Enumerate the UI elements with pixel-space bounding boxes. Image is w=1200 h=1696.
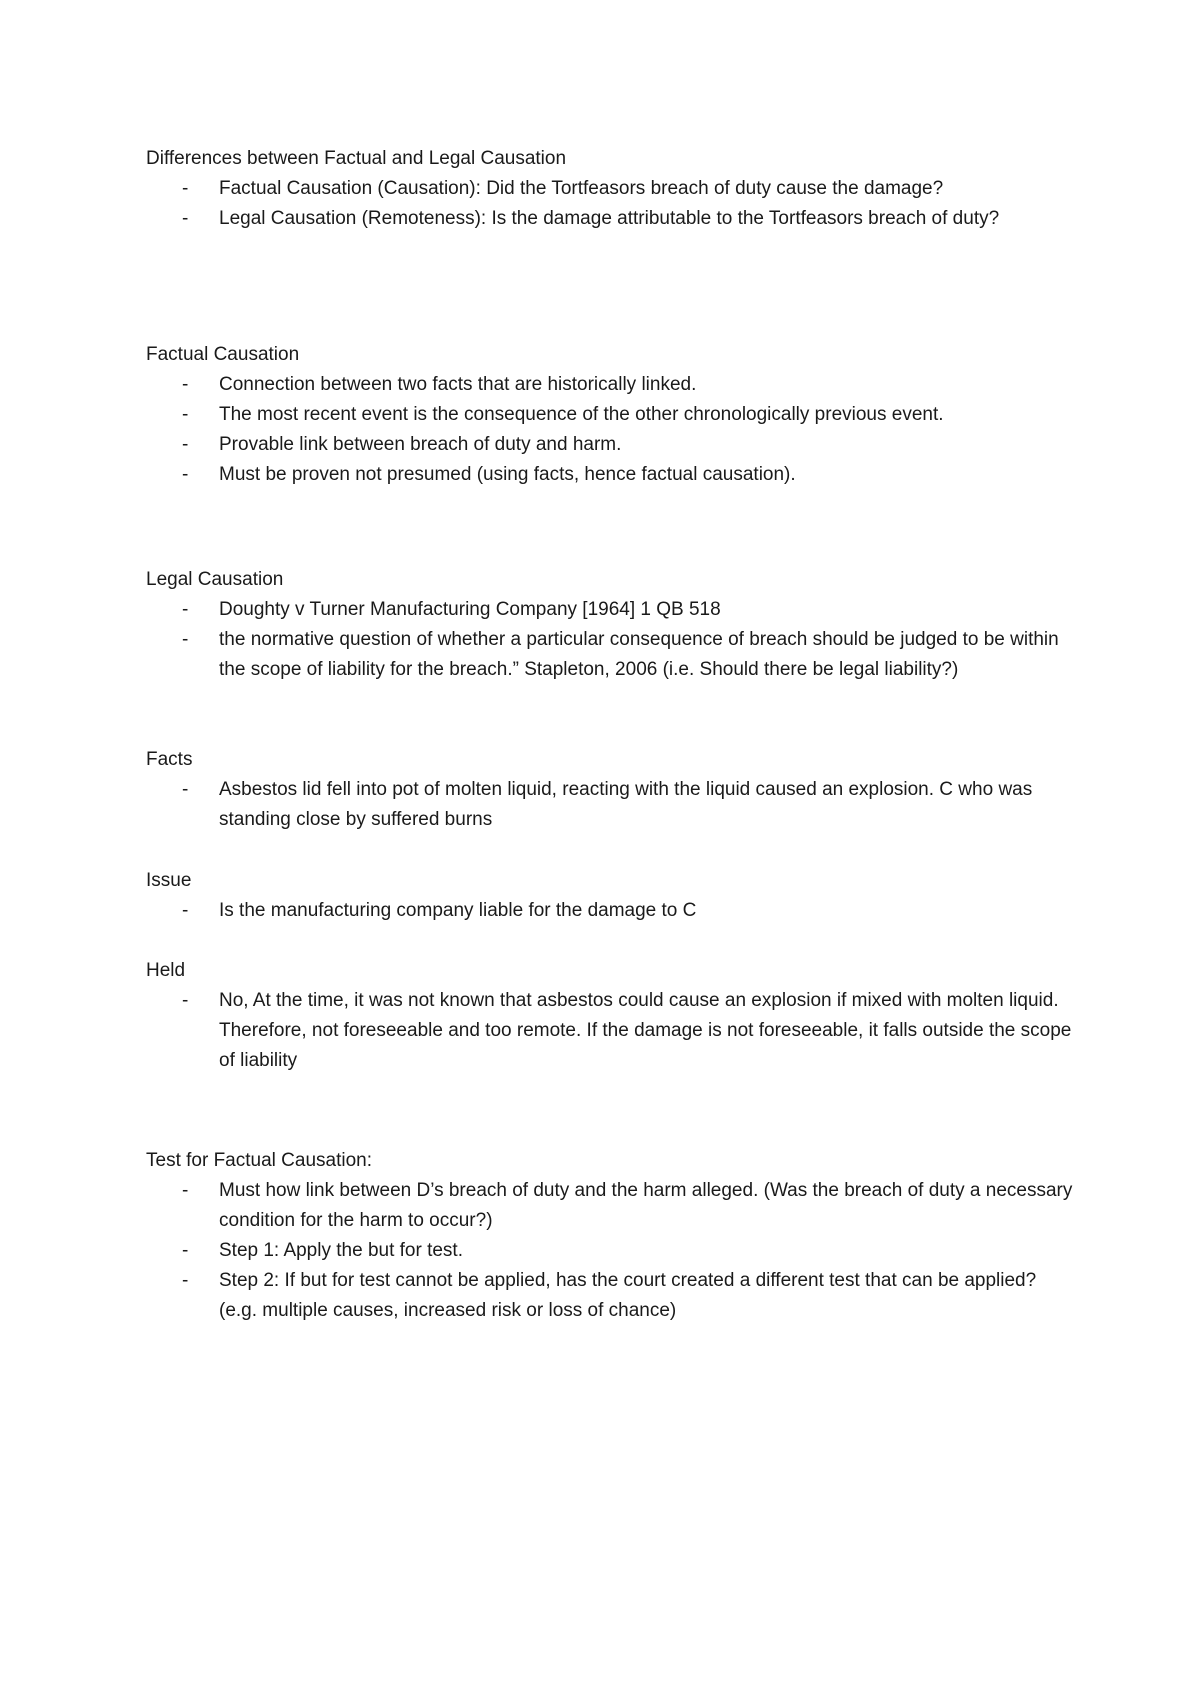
item-text: No, At the time, it was not known that asbestos could cause an explosion if mixed with molten liquid. Therefore, not foreseeable and too remote. If the damage is not foreseeable, it falls outside the scope of liability xyxy=(219,990,1072,1071)
list-item xyxy=(146,896,1076,926)
section-issue xyxy=(146,866,1076,926)
dash-bullet: - xyxy=(182,599,189,620)
heading-factual-causation: Factual Causation xyxy=(146,344,300,365)
list-item xyxy=(146,1236,1076,1266)
dash-bullet: - xyxy=(182,178,189,199)
item-text: Doughty v Turner Manufacturing Company [1964] 1 QB 518 xyxy=(219,599,721,620)
item-text: Asbestos lid fell into pot of molten liquid, reacting with the liquid caused an explosion. C who was standing close by suffered burns xyxy=(219,779,1033,830)
list-item xyxy=(146,430,1076,460)
item-text: Step 2: If but for test cannot be applied, has the court created a different test that can be applied? (e.g. multiple causes, increased risk or loss of chance) xyxy=(219,1270,1037,1321)
dash-bullet: - xyxy=(182,208,189,229)
section-legal-causation xyxy=(146,565,1076,685)
list-item xyxy=(146,400,1076,430)
item-text: Factual Causation (Causation): Did the Tortfeasors breach of duty cause the damage? xyxy=(219,178,944,199)
dash-bullet: - xyxy=(182,1240,189,1261)
list-test-factual-causation xyxy=(146,1176,1076,1326)
list-issue xyxy=(146,896,1076,926)
item-text: Must be proven not presumed (using facts, hence factual causation). xyxy=(219,464,796,485)
item-text: Provable link between breach of duty and harm. xyxy=(219,434,622,455)
section-facts xyxy=(146,745,1076,835)
dash-bullet: - xyxy=(182,434,189,455)
item-text: Must how link between D’s breach of duty and the harm alleged. (Was the breach of duty a necessary condition for the harm to occur?) xyxy=(219,1180,1073,1231)
dash-bullet: - xyxy=(182,779,189,800)
list-item xyxy=(146,370,1076,400)
heading-differences: Differences between Factual and Legal Causation xyxy=(146,148,567,169)
list-held xyxy=(146,986,1076,1076)
list-item xyxy=(146,204,1076,234)
dash-bullet: - xyxy=(182,464,189,485)
section-held xyxy=(146,956,1076,1076)
heading-issue: Issue xyxy=(146,870,192,891)
dash-bullet: - xyxy=(182,990,189,1011)
dash-bullet: - xyxy=(182,629,189,650)
list-item xyxy=(146,174,1076,204)
section-test-factual-causation xyxy=(146,1146,1076,1326)
dash-bullet: - xyxy=(182,374,189,395)
section-factual-causation xyxy=(146,340,1076,490)
dash-bullet: - xyxy=(182,900,189,921)
item-text: Is the manufacturing company liable for the damage to C xyxy=(219,900,697,921)
list-item xyxy=(146,986,1076,1076)
item-text: Step 1: Apply the but for test. xyxy=(219,1240,463,1261)
list-item xyxy=(146,625,1076,685)
item-text: the normative question of whether a particular consequence of breach should be judged to be within the scope of liability for the breach.” Stapleton, 2006 (i.e. Should there be legal liability?) xyxy=(219,629,1059,680)
dash-bullet: - xyxy=(182,1270,189,1291)
list-factual-causation xyxy=(146,370,1076,490)
list-legal-causation xyxy=(146,595,1076,685)
item-text: Connection between two facts that are historically linked. xyxy=(219,374,697,395)
list-item xyxy=(146,1176,1076,1236)
dash-bullet: - xyxy=(182,1180,189,1201)
heading-legal-causation: Legal Causation xyxy=(146,569,284,590)
heading-test-factual-causation: Test for Factual Causation: xyxy=(146,1150,372,1171)
item-text: Legal Causation (Remoteness): Is the damage attributable to the Tortfeasors breach of duty? xyxy=(219,208,1000,229)
list-item xyxy=(146,1266,1076,1326)
heading-facts: Facts xyxy=(146,749,193,770)
section-differences xyxy=(146,144,1076,234)
list-facts xyxy=(146,775,1076,835)
list-item xyxy=(146,595,1076,625)
list-item xyxy=(146,460,1076,490)
dash-bullet: - xyxy=(182,404,189,425)
item-text: The most recent event is the consequence of the other chronologically previous event. xyxy=(219,404,944,425)
list-item xyxy=(146,775,1076,835)
heading-held: Held xyxy=(146,960,186,981)
list-differences xyxy=(146,174,1076,234)
